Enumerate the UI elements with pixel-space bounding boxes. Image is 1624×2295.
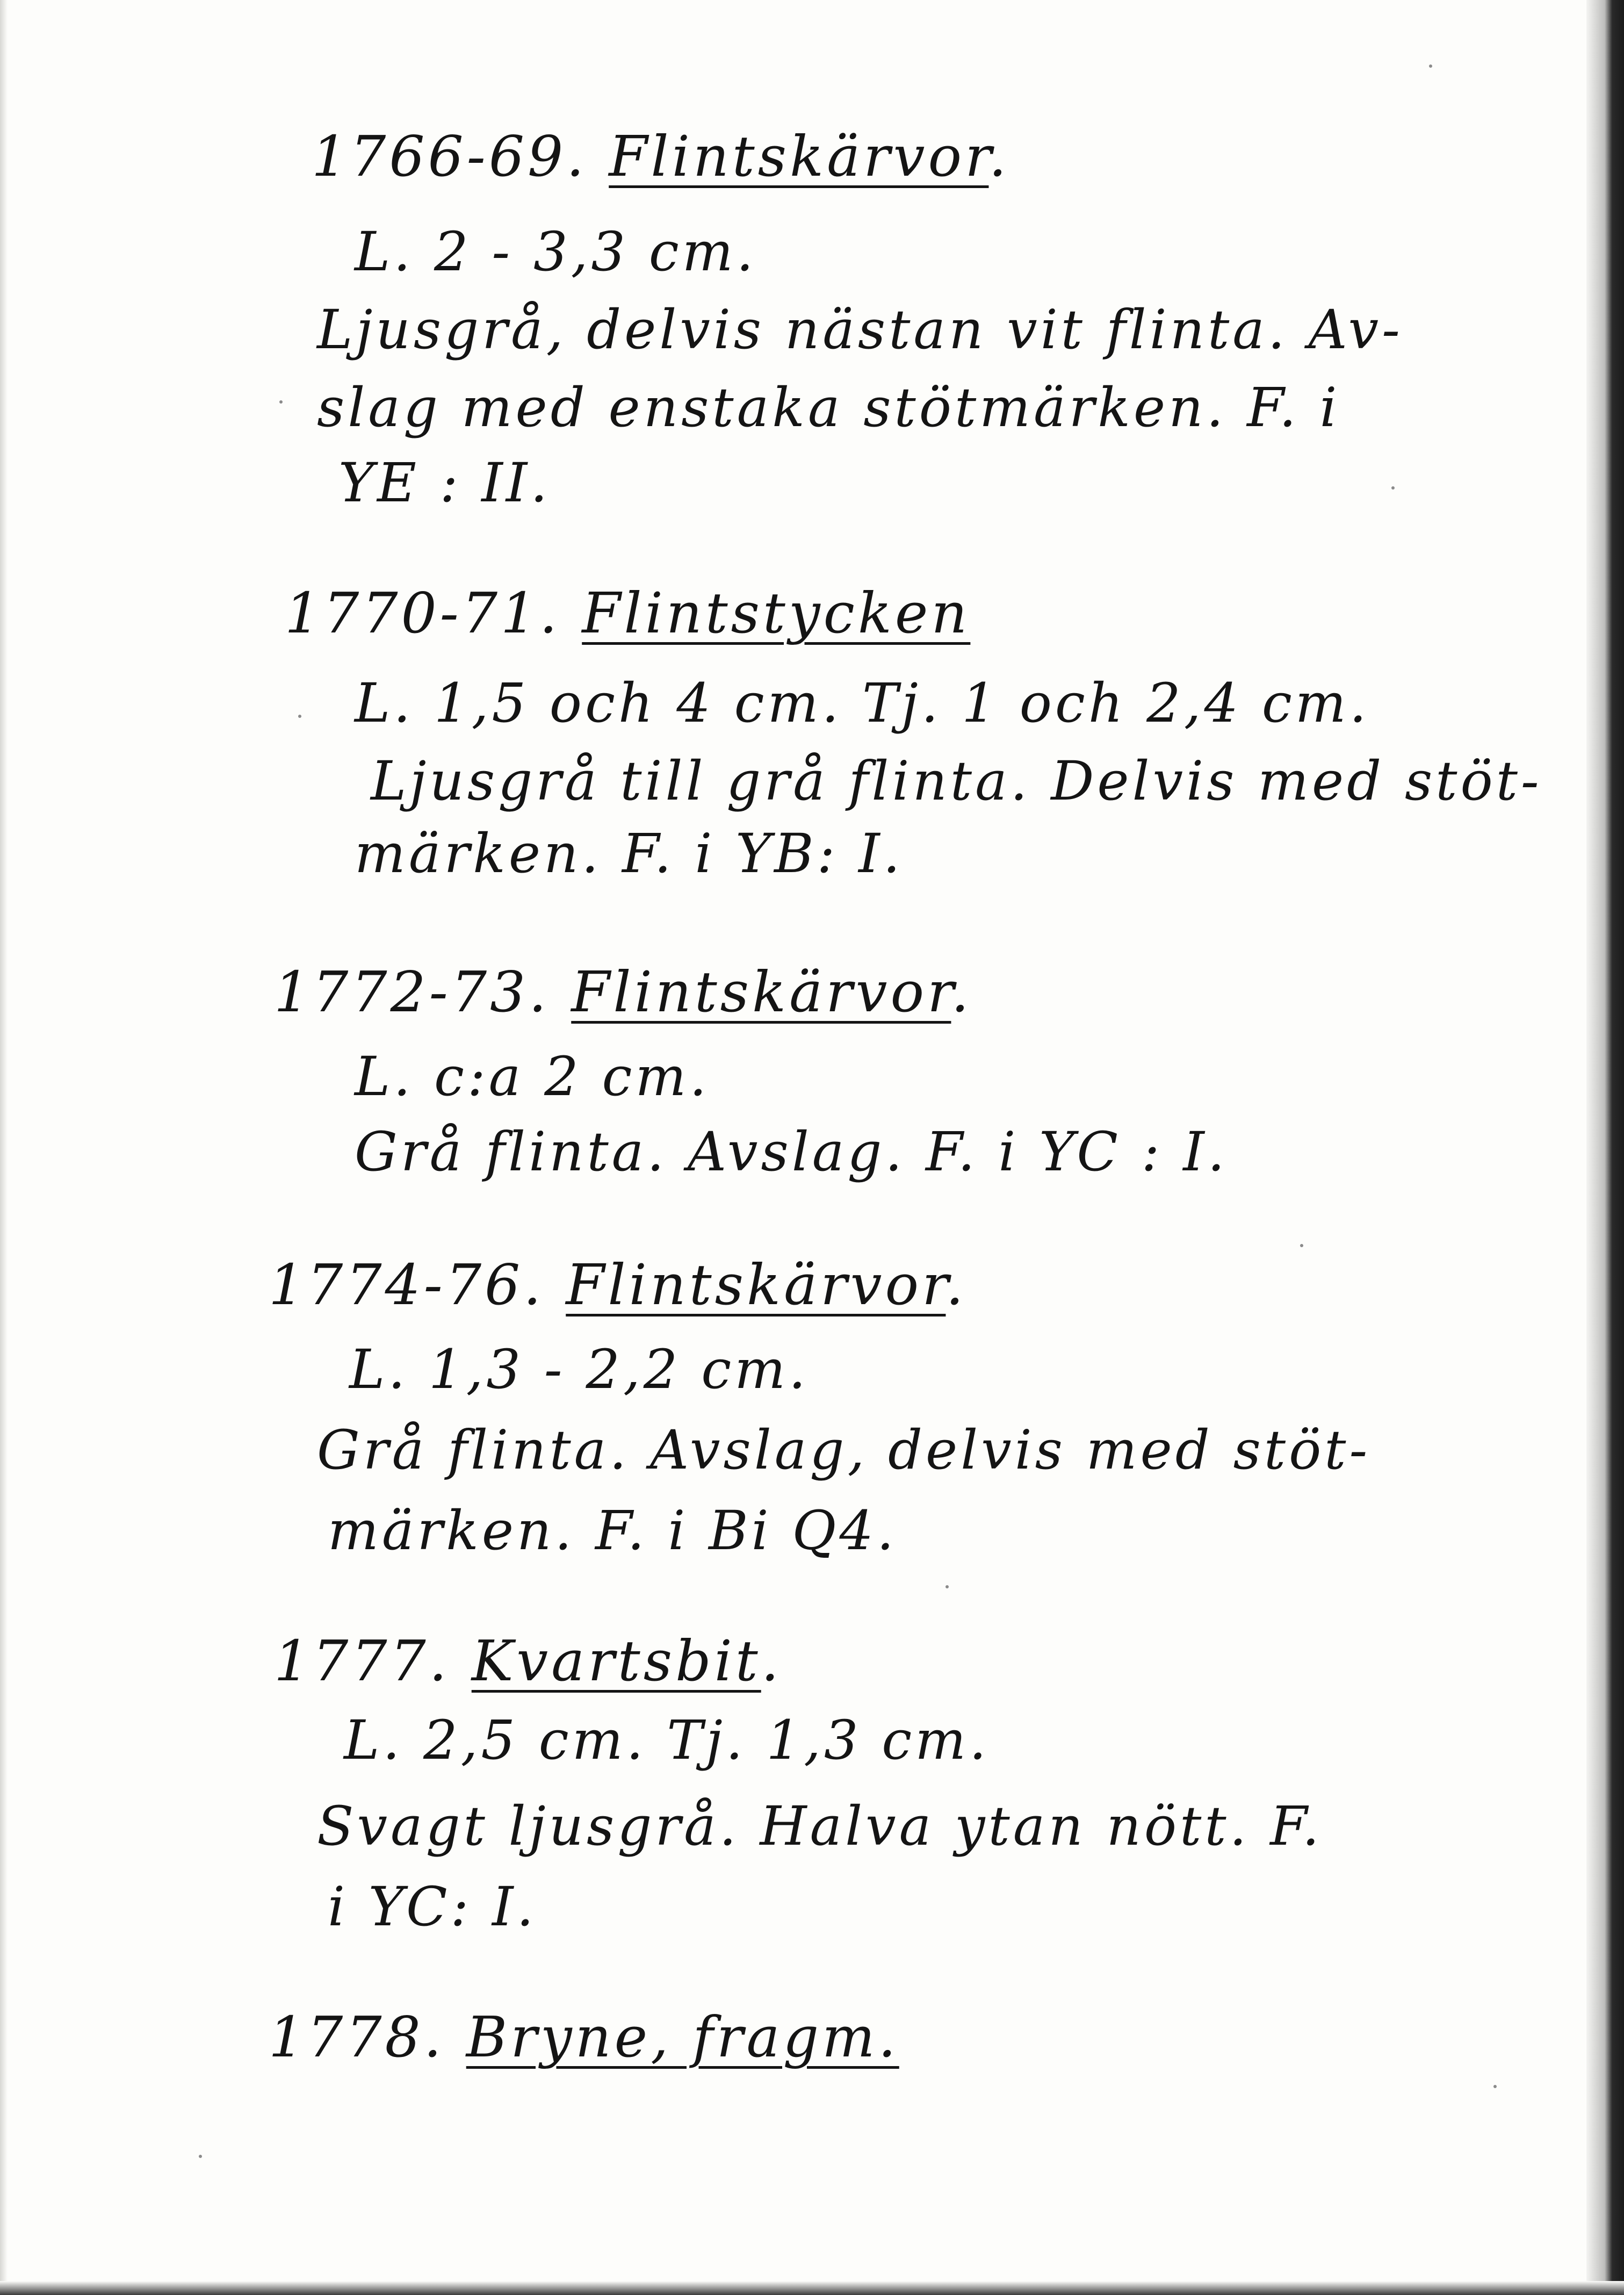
entry-number: 1772-73.	[274, 959, 550, 1025]
entry-line: Grå flinta. Avslag. F. i YC : I.	[355, 1120, 1228, 1183]
entry-heading	[269, 2004, 899, 2070]
book-binding-edge	[1586, 0, 1624, 2295]
entry-title: Kvartsbit	[471, 1628, 761, 1694]
entry-line: L. 1,5 och 4 cm. Tj. 1 och 2,4 cm.	[355, 672, 1370, 735]
scan-left-edge	[0, 0, 8, 2295]
entry-line: L. c:a 2 cm.	[355, 1045, 710, 1108]
entry-title: Flintskärvor	[609, 124, 989, 189]
entry-line: Ljusgrå till grå flinta. Delvis med stöt-	[371, 750, 1542, 812]
entry-line: YE : II.	[338, 451, 551, 514]
entry-heading	[312, 124, 1010, 189]
entry-number: 1777.	[274, 1628, 450, 1694]
scan-speck	[298, 715, 301, 718]
scan-speck	[1300, 1244, 1303, 1247]
entry-line: L. 2 - 3,3 cm.	[355, 220, 757, 283]
entry-number: 1766-69.	[312, 124, 588, 189]
entry-title-end: .	[951, 959, 972, 1025]
entry-line: Grå flinta. Avslag, delvis med stöt-	[317, 1419, 1371, 1481]
entry-number: 1774-76.	[269, 1252, 545, 1318]
entry-title: Flintstycken	[582, 580, 971, 646]
entry-number: 1778.	[269, 2004, 445, 2070]
entry-line: märken. F. i Bi Q4.	[328, 1499, 897, 1562]
entry-heading	[274, 959, 972, 1025]
entry-title: Flintskärvor	[566, 1252, 946, 1318]
entry-line: Ljusgrå, delvis nästan vit flinta. Av-	[317, 298, 1403, 361]
entry-title: Brynе, fragm.	[466, 2004, 899, 2070]
entry-heading	[269, 1252, 967, 1318]
entry-line: märken. F. i YB: I.	[355, 822, 904, 885]
entry-line: Svagt ljusgrå. Halva ytan nött. F.	[317, 1795, 1323, 1858]
entry-heading	[285, 580, 970, 646]
scan-speck	[1429, 64, 1432, 68]
entry-title-end: .	[945, 1252, 967, 1318]
scan-speck	[199, 2155, 202, 2158]
entry-line: i YC: I.	[328, 1875, 537, 1938]
scan-bottom-edge	[0, 2281, 1624, 2295]
scan-speck	[279, 400, 283, 404]
scan-speck	[1493, 2085, 1497, 2088]
entry-heading	[274, 1628, 782, 1694]
entry-line: L. 2,5 cm. Tj. 1,3 cm.	[344, 1709, 990, 1772]
entry-title: Flintskärvor	[571, 959, 951, 1025]
scan-speck	[1391, 486, 1395, 490]
entry-line: slag med enstaka stötmärken. F. i	[317, 376, 1340, 439]
scan-speck	[945, 1585, 949, 1588]
entry-number: 1770-71.	[285, 580, 561, 646]
entry-title-end: .	[988, 124, 1010, 189]
entry-title-end: .	[761, 1628, 782, 1694]
entry-line: L. 1,3 - 2,2 cm.	[349, 1338, 809, 1401]
